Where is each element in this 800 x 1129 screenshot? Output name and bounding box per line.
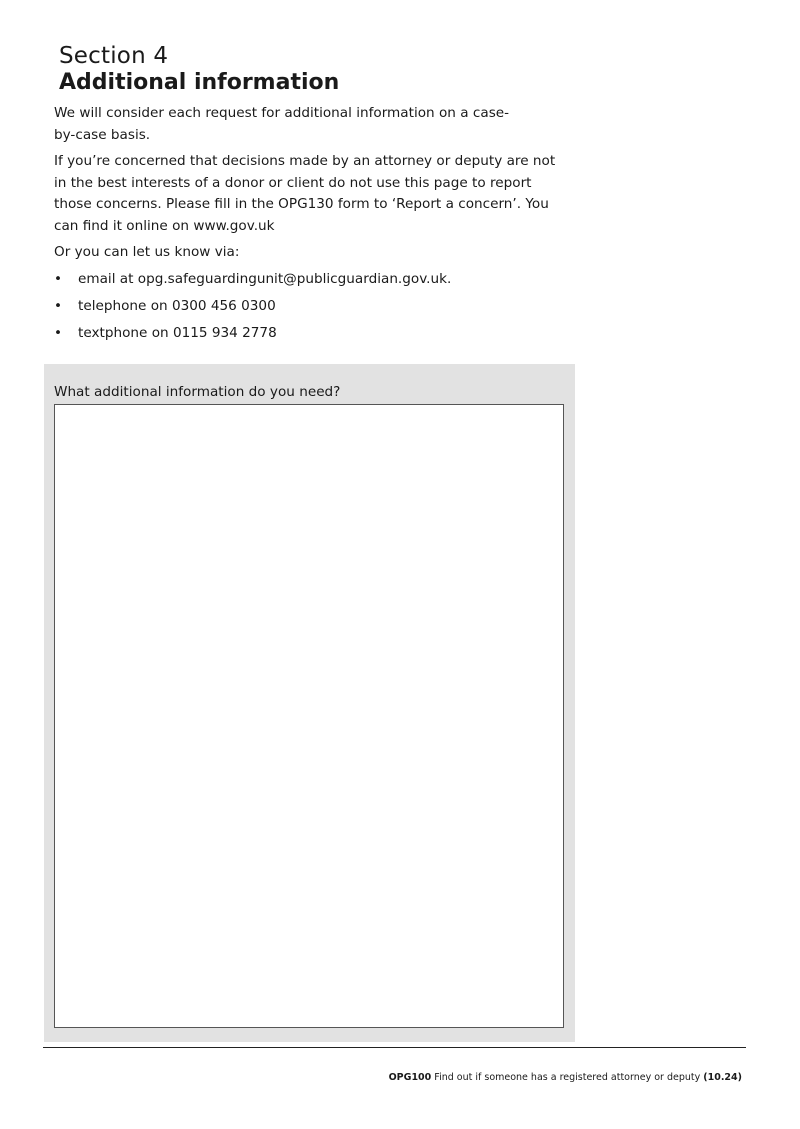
page-footer xyxy=(389,1071,742,1085)
footer-divider xyxy=(43,1047,746,1048)
intro-paragraph-2: If you’re concerned that decisions made by an attorney or deputy are not in the best interests of a donor or client do not use this page to report those concerns. Please fill in the OPG130 form to ‘Report a concern’. You can find it online on www.gov.uk xyxy=(54,153,556,234)
bullet-marker: • xyxy=(54,325,63,341)
list-item-textphone xyxy=(54,322,451,349)
bullet-marker: • xyxy=(54,271,63,287)
list-item-email xyxy=(54,268,451,295)
additional-info-answer-field[interactable] xyxy=(54,404,564,1028)
contact-textphone-text: textphone on 0115 934 2778 xyxy=(78,325,277,341)
additional-info-panel xyxy=(44,364,575,1042)
bullet-marker: • xyxy=(54,298,63,314)
footer-form-title: Find out if someone has a registered attorney or deputy xyxy=(431,1072,704,1083)
section-title: Additional information xyxy=(59,70,340,95)
contact-email-text: email at opg.safeguardingunit@publicguardian.gov.uk. xyxy=(78,271,452,287)
footer-form-code: OPG100 xyxy=(388,1072,432,1083)
contact-telephone-text: telephone on 0300 456 0300 xyxy=(78,298,276,314)
section-number: Section 4 xyxy=(59,43,169,69)
question-label: What additional information do you need? xyxy=(54,384,341,400)
intro-paragraph-1: We will consider each request for additional information on a case-by-case basis. xyxy=(54,105,510,143)
intro-paragraph-3: Or you can let us know via: xyxy=(54,244,240,260)
footer-version: (10.24) xyxy=(703,1072,742,1083)
list-item-telephone xyxy=(54,295,451,322)
contact-methods-list xyxy=(54,268,451,349)
